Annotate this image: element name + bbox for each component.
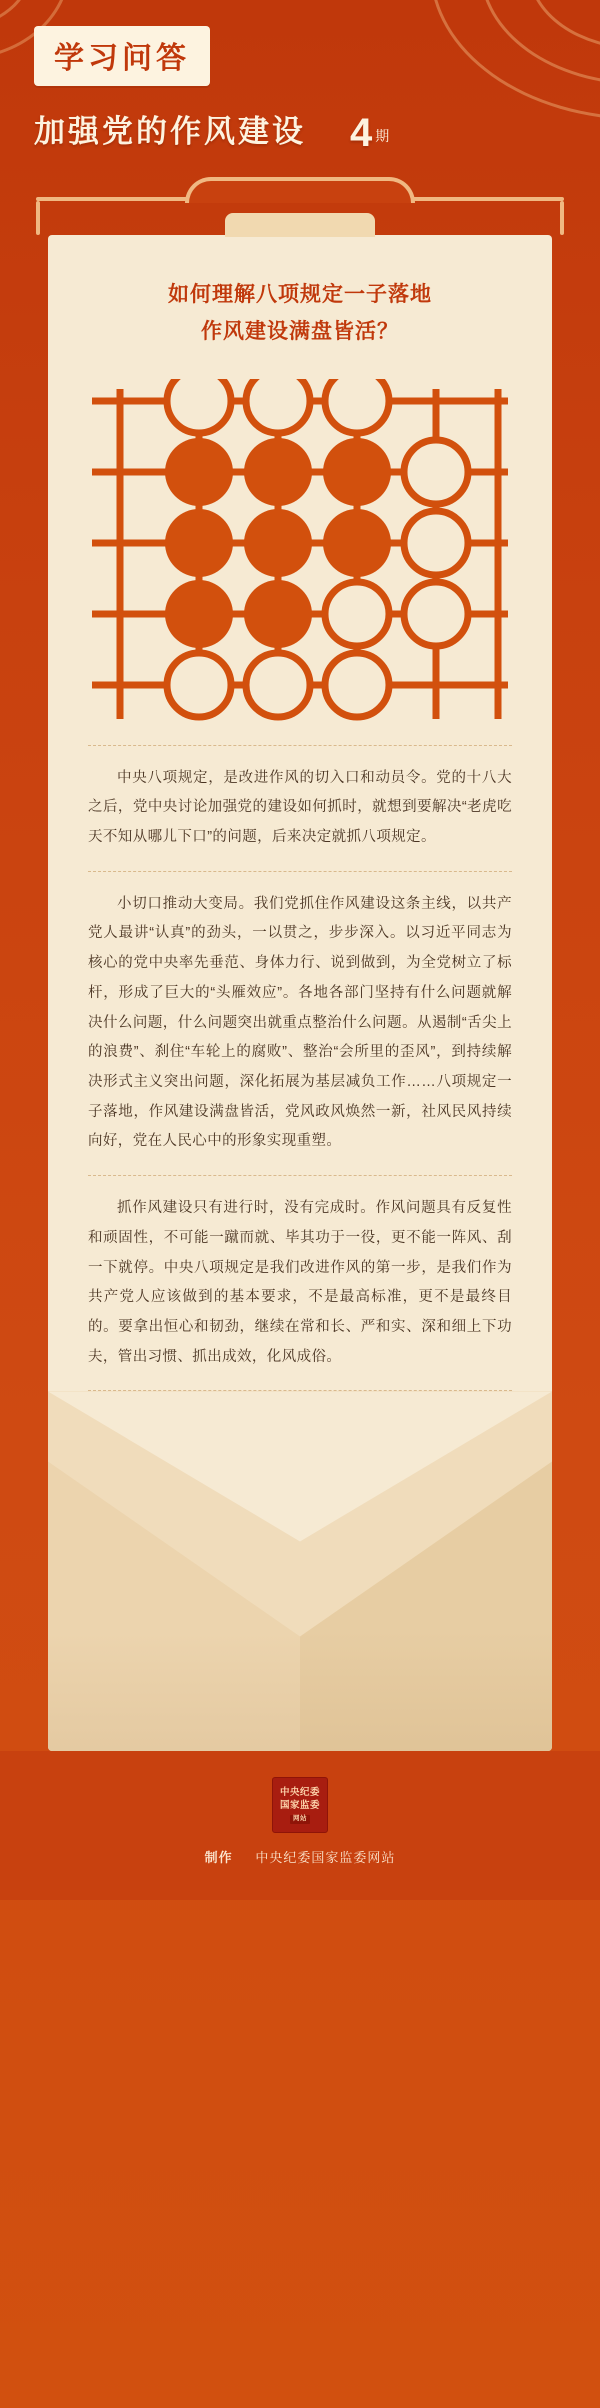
paragraph: 抓作风建设只有进行时，没有完成时。作风问题具有反复性和顽固性，不可能一蹴而就、毕其功于一役，更不能一阵风、刮一下就停。中央八项规定是我们改进作风的第一步，是我们作为共产党人应该做到的基本要求，不是最高标准，更不是最终目的。要拿出恒心和韧劲，继续在常和长、严和实、深和细上下功夫，管出习惯、抓出成效，化风成俗。 <box>88 1175 512 1391</box>
illustration-wrapper <box>48 357 552 739</box>
poster-footer <box>0 1751 600 1900</box>
credit-label: 制作 <box>204 1850 233 1866</box>
paragraph: 中央八项规定，是改进作风的切入口和动员令。党的十八大之后，党中央讨论加强党的建设如何抓时，就想到要解决“老虎吃天不知从哪儿下口”的问题，后来决定就抓八项规定。 <box>88 745 512 871</box>
poster-subtitle: 加强党的作风建设 <box>34 114 306 149</box>
question-heading <box>48 235 552 357</box>
question-line-2: 作风建设满盘皆活？ <box>201 319 399 343</box>
issue-number: 4 <box>350 111 373 155</box>
seal-line-1: 中央纪委 <box>279 1787 320 1799</box>
poster-header <box>0 0 600 155</box>
content-card <box>48 235 552 1391</box>
question-line-1: 如何理解八项规定一子落地 <box>168 283 432 306</box>
issue-label: 期 <box>375 128 391 144</box>
envelope-graphic <box>48 1391 552 1751</box>
card-top-tab <box>225 213 375 237</box>
paragraph: 小切口推动大变局。我们党抓住作风建设这条主线，以共产党人最讲“认真”的劲头，一以贯之，步步深入。以习近平同志为核心的党中央率先垂范、身体力行、说到做到，为全党树立了标杆，形成了巨大的“头雁效应”。各地各部门坚持有什么问题就解决什么问题，什么问题突出就重点整治什么问题。从遏制“舌尖上的浪费”、刹住“车轮上的腐败”、整治“会所里的歪风”，到持续解决形式主义突出问题，深化拓展为基层减负工作……八项规定一子落地，作风建设满盘皆活，党风政风焕然一新，社风民风持续向好，党在人民心中的形象实现重塑。 <box>88 871 512 1175</box>
seal-badge: 网站 <box>290 1815 310 1824</box>
issue-indicator <box>350 111 391 155</box>
ccdi-seal-logo <box>272 1777 328 1833</box>
go-board-svg <box>84 379 516 729</box>
article-body <box>48 739 552 1392</box>
go-board-illustration <box>84 379 516 729</box>
credit-value: 中央纪委国家监委网站 <box>255 1850 396 1866</box>
subtitle-row <box>34 106 600 155</box>
series-title-badge: 学习问答 <box>34 26 210 86</box>
envelope-shadow <box>48 1631 552 1751</box>
credit-line <box>0 1847 600 1866</box>
seal-line-2: 国家监委 <box>279 1800 320 1812</box>
